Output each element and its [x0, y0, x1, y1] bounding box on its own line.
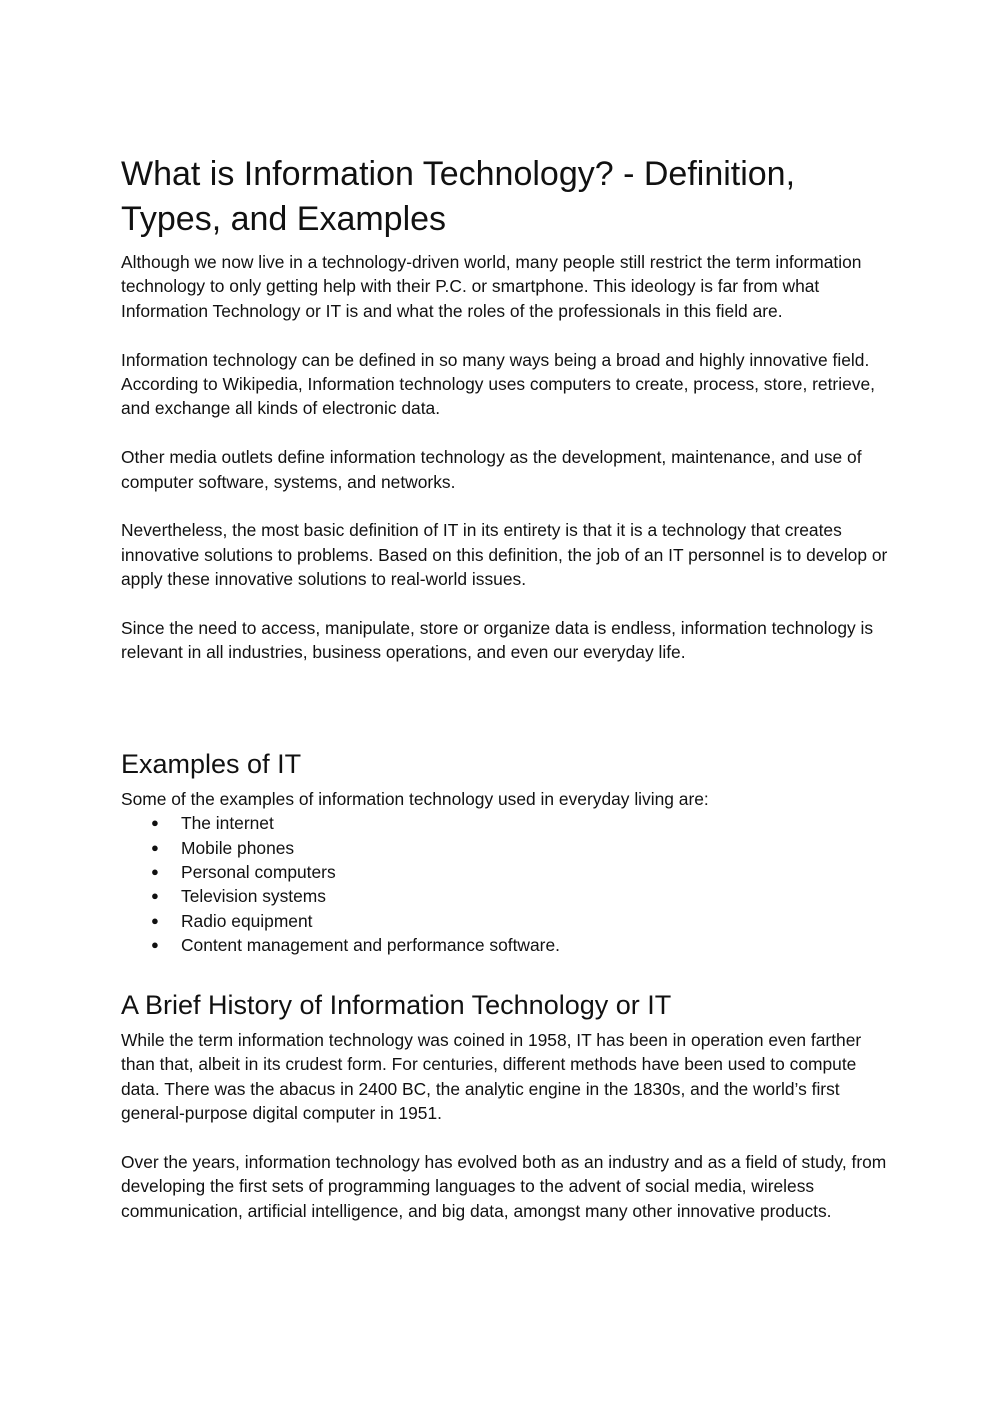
- history-paragraph-1: While the term information technology was coined in 1958, IT has been in operation even farther than that, albeit in its crudest form. For centuries, different methods have been used to compute data. There was the abacus in 2400 BC, the analytic engine in the 1830s, and the world’s first general-purpose digital computer in 1951.: [121, 1029, 862, 1123]
- document-page: [121, 152, 891, 1223]
- bullet-icon: ●: [151, 864, 159, 880]
- intro-paragraph-2: Information technology can be defined in so many ways being a broad and highly innovative field. According to Wikipedia, Information technology uses computers to create, process, store, retrieve, and exchange all kinds of electronic data.: [121, 349, 875, 419]
- list-item: [121, 836, 891, 860]
- list-item-text: The internet: [181, 813, 274, 834]
- examples-heading: Examples of IT: [121, 748, 302, 779]
- bullet-icon: ●: [151, 839, 159, 855]
- list-item-text: Content management and performance software.: [181, 935, 560, 956]
- examples-list: [121, 811, 891, 957]
- examples-lead: Some of the examples of information technology used in everyday living are:: [121, 788, 709, 809]
- history-paragraph-2: Over the years, information technology has evolved both as an industry and as a field of study, from developing the first sets of programming languages to the advent of social media, wireless communication, artificial intelligence, and big data, amongst many other innovative products.: [121, 1151, 887, 1221]
- document-title: What is Information Technology? - Definition, Types, and Examples: [121, 155, 796, 238]
- history-heading: A Brief History of Information Technology or IT: [121, 989, 672, 1020]
- list-item: [121, 811, 891, 835]
- intro-paragraph-1: Although we now live in a technology-driven world, many people still restrict the term information technology to only getting help with their P.C. or smartphone. This ideology is far from what Information Technology or IT is and what the roles of the professionals in this field are.: [121, 252, 862, 321]
- list-item-text: Television systems: [181, 886, 326, 907]
- list-item: [121, 909, 891, 933]
- list-item-text: Radio equipment: [181, 910, 313, 931]
- intro-paragraph-5: Since the need to access, manipulate, store or organize data is endless, information technology is relevant in all industries, business operations, and even our everyday life.: [121, 618, 874, 663]
- bullet-icon: ●: [151, 815, 159, 831]
- list-item-text: Mobile phones: [181, 837, 295, 858]
- bullet-icon: ●: [151, 937, 159, 953]
- list-item: [121, 860, 891, 884]
- intro-paragraph-4: Nevertheless, the most basic definition of IT in its entirety is that it is a technology that creates innovative solutions to problems. Based on this definition, the job of an IT personnel is to develop or apply these innovative solutions to real-world issues.: [121, 520, 888, 590]
- bullet-icon: ●: [151, 912, 159, 928]
- list-item-text: Personal computers: [181, 862, 336, 883]
- list-item: [121, 933, 891, 957]
- bullet-icon: ●: [151, 888, 159, 904]
- list-item: [121, 884, 891, 908]
- intro-paragraph-3: Other media outlets define information technology as the development, maintenance, and use of computer software, systems, and networks.: [121, 447, 862, 492]
